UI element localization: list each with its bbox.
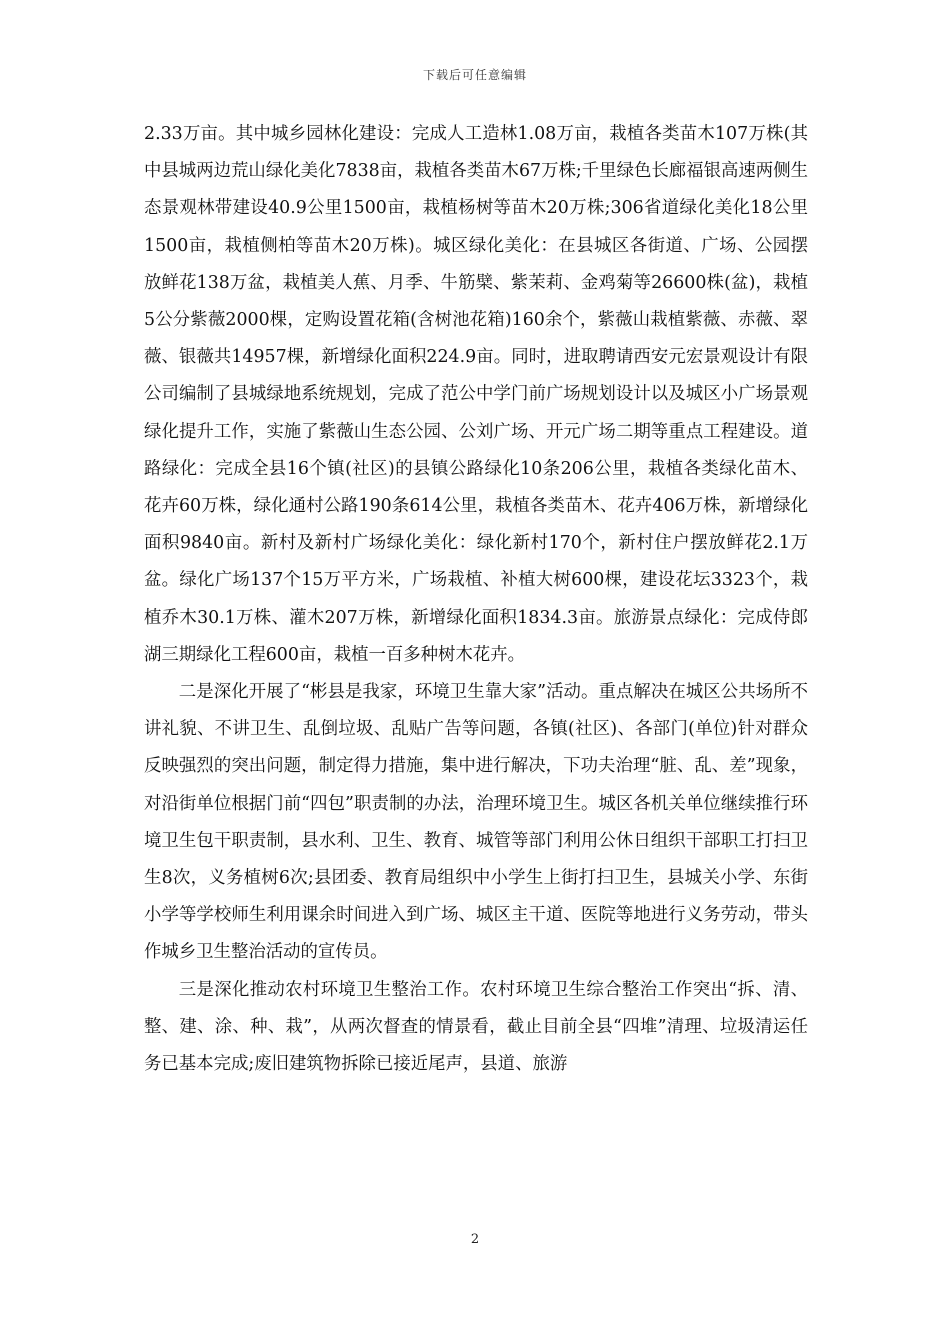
paragraph-rural-sanitation: 三是深化推动农村环境卫生整治工作。农村环境卫生综合整治工作突出“拆、清、整、建、涂、种、栽”，从两次督查的情景看，截止目前全县“四堆”清理、垃圾清运任务已基本完成;废旧建筑物拆除已接近尾声，县道、旅游 [144,979,808,1075]
paragraph-greening-summary: 2.33万亩。其中城乡园林化建设：完成人工造林1.08万亩，栽植各类苗木107万株(其中县城两边荒山绿化美化7838亩，栽植各类苗木67万株;千里绿色长廊福银高速两侧生态景观林带建设40.9公里1500亩，栽植杨树等苗木20万株;306省道绿化美化18公里1500亩，栽植侧柏等苗木20万株)。城区绿化美化：在县城区各街道、广场、公园摆放鲜花138万盆，栽植美人蕉、月季、牛筋檗、紫茉莉、金鸡菊等26600株(盆)，栽植5公分紫薇2000棵，定购设置花箱(含树池花箱)160余个，紫薇山栽植紫薇、赤薇、翠薇、银薇共14957棵，新增绿化面积224.9亩。同时，进取聘请西安元宏景观设计有限公司编制了县城绿地系统规划，完成了范公中学门前广场规划设计以及城区小广场景观绿化提升工作，实施了紫薇山生态公园、公刘广场、开元广场二期等重点工程建设。道路绿化：完成全县16个镇(社区)的县镇公路绿化10条206公里，栽植各类绿化苗木、花卉60万株，绿化通村公路190条614公里，栽植各类苗木、花卉406万株，新增绿化面积9840亩。新村及新村广场绿化美化：绿化新村170个，新村住户摆放鲜花2.1万盆。绿化广场137个15万平方米，广场栽植、补植大树600棵，建设花坛3323个，栽植乔木30.1万株、灌木207万株，新增绿化面积1834.3亩。旅游景点绿化：完成侍郎湖三期绿化工程600亩，栽植一百多种树木花卉。 [144,124,808,665]
page-header: 下载后可任意编辑 [422,68,527,82]
document-body [144,116,808,1083]
paragraph-campaign: 二是深化开展了“彬县是我家，环境卫生靠大家”活动。重点解决在城区公共场所不讲礼貌、不讲卫生、乱倒垃圾、乱贴广告等问题，各镇(社区)、各部门(单位)针对群众反映强烈的突出问题，制定得力措施，集中进行解决，下功夫治理“脏、乱、差”现象，对沿街单位根据门前“四包”职责制的办法，治理环境卫生。城区各机关单位继续推行环境卫生包干职责制，县水利、卫生、教育、城管等部门利用公休日组织干部职工打扫卫生8次，义务植树6次;县团委、教育局组织中小学生上街打扫卫生，县城关小学、东街小学等学校师生利用课余时间进入到广场、城区主干道、医院等地进行义务劳动，带头作城乡卫生整治活动的宣传员。 [144,682,808,963]
page-number: 2 [470,1232,480,1247]
